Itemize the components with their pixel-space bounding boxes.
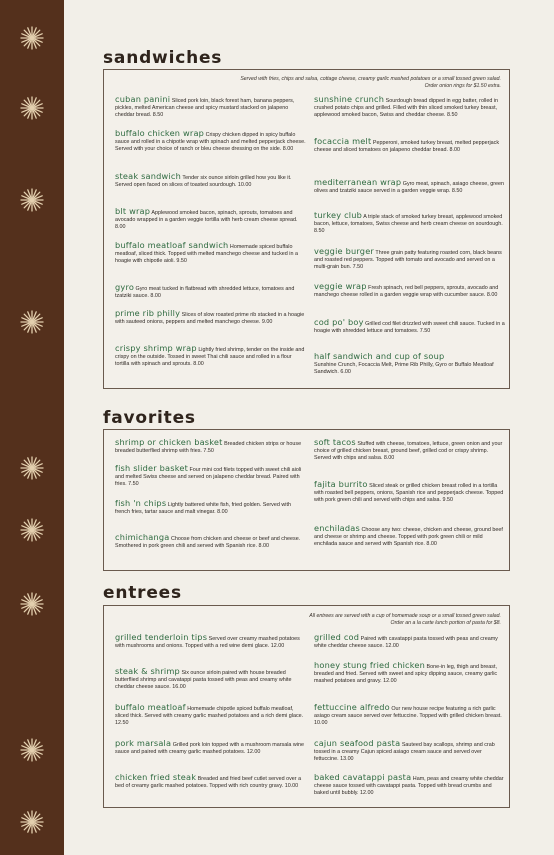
item-description: Three grain patty featuring roasted corn, black beans and roasted red peppers. Topped with tomato and avocado and served on a multi-grain bun. 7.50	[314, 250, 502, 270]
item-description: Gyro meat tucked in flatbread with shredded lettuce, tomatoes and tzatziki sauce. 8.00	[115, 286, 295, 299]
menu-item	[314, 179, 506, 195]
section-title-favorites: favorites	[103, 408, 196, 428]
menu-item	[115, 208, 307, 231]
favorites-box	[103, 429, 510, 571]
item-description: Grilled cod filet drizzled with sweet chili sauce. Tucked in a hoagie with shredded lettuce and tomatoes. 7.50	[314, 321, 505, 334]
menu-item	[115, 634, 307, 650]
item-description: Stuffed with cheese, tomatoes, lettuce, green onion and your choice of grilled chicken breast, ground beef, grilled cod or crispy shrimp. Served with chips and salsa. 8.00	[314, 441, 503, 461]
item-name: veggie wrap	[314, 281, 367, 291]
menu-item	[115, 130, 307, 153]
sandwiches-note	[240, 76, 501, 90]
menu-item	[314, 774, 506, 797]
menu-item	[314, 740, 506, 763]
item-name: mediterranean wrap	[314, 177, 402, 187]
item-name: focaccia melt	[314, 136, 372, 146]
item-name: crispy shrimp wrap	[115, 343, 197, 353]
item-name: chimichanga	[115, 532, 170, 542]
item-description: Bone-in leg, thigh and breast, breaded and fried. Served with sweet and spicy dipping sauce, creamy garlic mashed potatoes and gravy. 12.00	[314, 664, 498, 684]
item-name: steak sandwich	[115, 171, 182, 181]
menu-item	[314, 525, 506, 548]
menu-item	[115, 284, 307, 300]
item-name: soft tacos	[314, 437, 356, 447]
item-description: Sauteed bay scallops, shrimp and crab tossed in a creamy Cajun spiced asiago cream sauce and served over fettuccine. 13.00	[314, 742, 495, 762]
item-name: buffalo chicken wrap	[115, 128, 205, 138]
item-name: blt wrap	[115, 206, 151, 216]
item-name: veggie burger	[314, 246, 375, 256]
item-name: grilled cod	[314, 632, 360, 642]
item-description: A triple stack of smoked turkey breast, applewood smoked bacon, lettuce, tomatoes, Swiss cheese and herb cream cheese on sourdough. 8.50	[314, 214, 503, 234]
item-description: Sliced steak or grilled chicken breast rolled in a tortilla with roasted bell peppers, onions, Spanish rice and pepperjack cheese. Topped with pork green chili and served with chips and salsa. 9.50	[314, 483, 504, 503]
menu-item	[314, 248, 506, 271]
item-name: fish slider basket	[115, 463, 189, 473]
item-name: grilled tenderloin tips	[115, 632, 208, 642]
item-description: Six ounce sirloin paired with house breaded butterflied shrimp and cavatappi pasta tossed with peas and creamy white cheddar cheese sauce. 16.00	[115, 670, 292, 690]
note-line: Order an a la carte lunch portion of pasta for $8.	[390, 620, 501, 626]
item-name: cod po' boy	[314, 317, 364, 327]
menu-item	[115, 668, 307, 691]
menu-item	[115, 774, 307, 790]
item-name: turkey club	[314, 210, 363, 220]
item-description: Choose any two: cheese, chicken and cheese, ground beef and cheese or shrimp and cheese. Topped with pork green chili or mild enchilada sauce and served with Spanish rice. 8.00	[314, 527, 503, 547]
item-description: Lightly fried shrimp, tender on the inside and crispy on the outside. Tossed in sweet Thai chili sauce and rolled in a flour tortilla with spinach and sprouts. 8.00	[115, 347, 305, 367]
note-line: All entrees are served with a cup of homemade soup or a small tossed green salad.	[309, 613, 501, 619]
menu-item	[314, 634, 506, 650]
item-description: Slices of slow roasted prime rib stacked in a hoagie with sauteed onions, peppers and melted manchego cheese. 9.00	[115, 312, 305, 325]
item-name: honey stung fried chicken	[314, 660, 426, 670]
item-description: Sliced pork loin, black forest ham, banana peppers, pickles, melted American cheese and spicy mustard stacked on jalapeno cheddar bread. 8.50	[115, 98, 295, 118]
menu-item	[314, 662, 506, 685]
item-name: half sandwich and cup of soup	[314, 351, 445, 361]
entrees-box	[103, 605, 510, 808]
menu-item	[115, 310, 307, 326]
item-name: pork marsala	[115, 738, 172, 748]
item-description: Lightly battered white fish, fried golden. Served with french fries, tartar sauce and malt vinegar. 8.00	[115, 502, 291, 515]
menu-item	[115, 534, 307, 550]
menu-item	[314, 96, 506, 119]
note-line: Served with fries, chips and salsa, cottage cheese, creamy garlic mashed potatoes or a small tossed green salad.	[240, 76, 501, 82]
item-description: Paired with cavatappi pasta tossed with peas and creamy white cheddar cheese sauce. 12.00	[314, 636, 498, 649]
item-description: Four mini cod filets topped with sweet chili aioli and melted Swiss cheese and served on jalapeno cheddar bread. Paired with fries. 7.50	[115, 467, 302, 487]
item-description: Homemade chipotle spiced buffalo meatloaf, sliced thick. Served with creamy garlic mashed potatoes and a rich demi glace. 12.50	[115, 706, 304, 726]
item-description: Served over creamy mashed potatoes with mushrooms and onions. Topped with a red wine demi glace. 12.00	[115, 636, 300, 649]
item-name: prime rib philly	[115, 308, 181, 318]
menu-item	[115, 173, 307, 189]
menu-item	[314, 481, 506, 504]
menu-item	[115, 465, 307, 488]
item-description: Applewood smoked bacon, spinach, sprouts, tomatoes and avocado wrapped in a garden veggie tortilla with herb cream cheese spread. 8.00	[115, 210, 298, 230]
item-name: shrimp or chicken basket	[115, 437, 223, 447]
item-name: sunshine crunch	[314, 94, 385, 104]
item-name: gyro	[115, 282, 135, 292]
item-description: Homemade spiced buffalo meatloaf, sliced thick. Topped with melted manchego cheese and tucked in a hoagie with chipotle aioli. 9.50	[115, 244, 298, 264]
menu-item	[314, 138, 506, 154]
menu-item	[314, 353, 506, 376]
item-description: Fresh spinach, red bell peppers, sprouts, avocado and manchego cheese rolled in a garden veggie wrap with cucumber sauce. 8.00	[314, 285, 499, 298]
item-description: Our new house recipe featuring a rich garlic asiago cream sauce served over fettuccine. Topped with grilled chicken breast. 10.00	[314, 706, 502, 726]
item-description: Gyro meat, spinach, asiago cheese, green olives and tzatziki sauce served in a garden veggie wrap. 8.50	[314, 181, 505, 194]
menu-item	[115, 345, 307, 368]
item-description: Sunshine Crunch, Focaccia Melt, Prime Rib Philly, Gyro or Buffalo Meatloaf Sandwich. 6.00	[314, 362, 494, 375]
section-title-entrees: entrees	[103, 583, 182, 603]
menu-item	[314, 439, 506, 462]
item-description: Ham, peas and creamy white cheddar cheese sauce tossed with cavatappi pasta. Topped with bread crumbs and baked until bubbly. 12.00	[314, 776, 504, 796]
item-name: baked cavatappi pasta	[314, 772, 412, 782]
item-description: Breaded and fried beef cutlet served over a bed of creamy garlic mashed potatoes. Topped with rich country gravy. 10.00	[115, 776, 302, 789]
menu-item	[115, 704, 307, 727]
item-name: enchiladas	[314, 523, 360, 533]
item-description: Grilled pork loin topped with a mushroom marsala wine sauce and paired with creamy garlic mashed potatoes. 12.00	[115, 742, 304, 755]
menu-item	[314, 212, 506, 235]
item-name: steak & shrimp	[115, 666, 180, 676]
item-name: buffalo meatloaf	[115, 702, 186, 712]
sandwiches-box	[103, 69, 510, 389]
item-name: cuban panini	[115, 94, 171, 104]
item-name: fettuccine alfredo	[314, 702, 390, 712]
section-title-sandwiches: sandwiches	[103, 48, 223, 68]
item-description: Sourdough bread dipped in egg batter, rolled in crushed potato chips and grilled. Filled with thin sliced smoked turkey breast, applewood smoked bacon, Swiss and cheddar cheese. 8.50	[314, 98, 499, 118]
item-description: Crispy chicken dipped in spicy buffalo sauce and rolled in a chipotle wrap with spinach and melted pepperjack cheese. Served with your choice of ranch or bleu cheese dressing on the side. 8.00	[115, 132, 306, 152]
item-description: Tender six ounce sirloin grilled how you like it. Served open faced on slices of toasted sourdough. 10.00	[115, 175, 292, 188]
menu-item	[314, 319, 506, 335]
decorative-sidebar	[0, 0, 64, 855]
entrees-note	[309, 613, 501, 627]
menu-item	[115, 740, 307, 756]
menu-item	[115, 439, 307, 455]
menu-item	[115, 242, 307, 265]
menu-item	[115, 96, 307, 119]
item-description: Pepperoni, smoked turkey breast, melted pepperjack cheese and sliced tomatoes on jalapeno cheddar bread. 8.00	[314, 140, 500, 153]
item-name: fish 'n chips	[115, 498, 167, 508]
item-name: fajita burrito	[314, 479, 368, 489]
note-line: Order onion rings for $1.50 extra.	[424, 83, 501, 89]
item-description: Choose from chicken and cheese or beef and cheese. Smothered in pork green chili and served with Spanish rice. 8.00	[115, 536, 301, 549]
menu-item	[115, 500, 307, 516]
item-name: chicken fried steak	[115, 772, 197, 782]
item-description: Breaded chicken strips or house breaded butterflied shrimp with fries. 7.50	[115, 441, 302, 454]
item-name: buffalo meatloaf sandwich	[115, 240, 229, 250]
item-name: cajun seafood pasta	[314, 738, 401, 748]
menu-item	[314, 704, 506, 727]
menu-item	[314, 283, 506, 299]
